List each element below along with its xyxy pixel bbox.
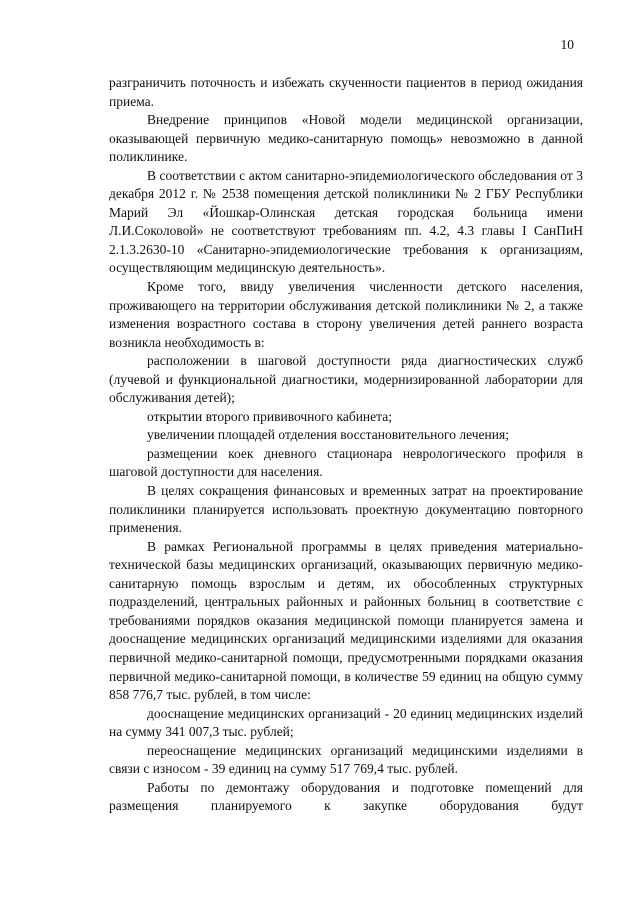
list-item: открытии второго прививочного кабинета; bbox=[147, 408, 392, 424]
paragraph: Работы по демонтажу оборудования и подготовке помещений для размещения планируемого к закупке оборудования будут bbox=[109, 779, 583, 814]
paragraph: В рамках Региональной программы в целях приведения материально-технической базы медицинских организаций, оказывающих первичную медико-санитарную помощь взрослым и детям, их обособленных структурных подразделений, центральных районных и районных больниц в соответствие с требованиями порядков оказания медицинской помощи планируется замена и дооснащение медицинских организаций медицинскими изделиями для оказания первичной медико-санитарной помощи, предусмотренными порядками оказания первичной медико-санитарной помощи, в количестве 59 единиц на общую сумму 858 776,7 тыс. рублей, в том числе: bbox=[109, 538, 583, 703]
list-item: расположении в шаговой доступности ряда диагностических служб (лучевой и функциональной диагностики, модернизированной лаборатории для обслуживания детей); bbox=[109, 353, 583, 406]
list-item: дооснащение медицинских организаций - 20 единиц медицинских изделий на сумму 341 007,3 тыс. рублей; bbox=[109, 705, 583, 740]
paragraph: В соответствии с актом санитарно-эпидемиологического обследования от 3 декабря 2012 г. № 2538 помещения детской поликлиники № 2 ГБУ Республики Марий Эл «Йошкар-Олинская детская городская больница имени Л.И.Соколовой» не соответствуют требованиям пп. 4.2, 4.3 главы I СанПиН 2.1.3.2630-10 «Санитарно-эпидемиологические требования к организациям, осуществляющим медицинскую деятельность». bbox=[109, 167, 583, 276]
page-number: 10 bbox=[560, 37, 574, 52]
list-item: размещении коек дневного стационара неврологического профиля в шаговой доступности для населения. bbox=[109, 445, 583, 480]
document-body bbox=[109, 74, 583, 816]
paragraph: Кроме того, ввиду увеличения численности детского населения, проживающего на территории обслуживания детской поликлиники № 2, а также изменения возрастного состава в сторону увеличения детей раннего возраста возникла необходимость в: bbox=[109, 279, 583, 350]
paragraph: В целях сокращения финансовых и временных затрат на проектирование поликлиники планируется использовать проектную документацию повторного применения. bbox=[109, 483, 583, 536]
paragraph: Внедрение принципов «Новой модели медицинской организации, оказывающей первичную медико-санитарную помощь» невозможно в данной поликлинике. bbox=[109, 112, 583, 165]
list-item: переоснащение медицинских организаций медицинскими изделиями в связи с износом - 39 единиц на сумму 517 769,4 тыс. рублей. bbox=[109, 742, 583, 777]
paragraph: разграничить поточность и избежать скученности пациентов в период ожидания приема. bbox=[109, 75, 583, 109]
list-item: увеличении площадей отделения восстановительного лечения; bbox=[147, 427, 509, 443]
